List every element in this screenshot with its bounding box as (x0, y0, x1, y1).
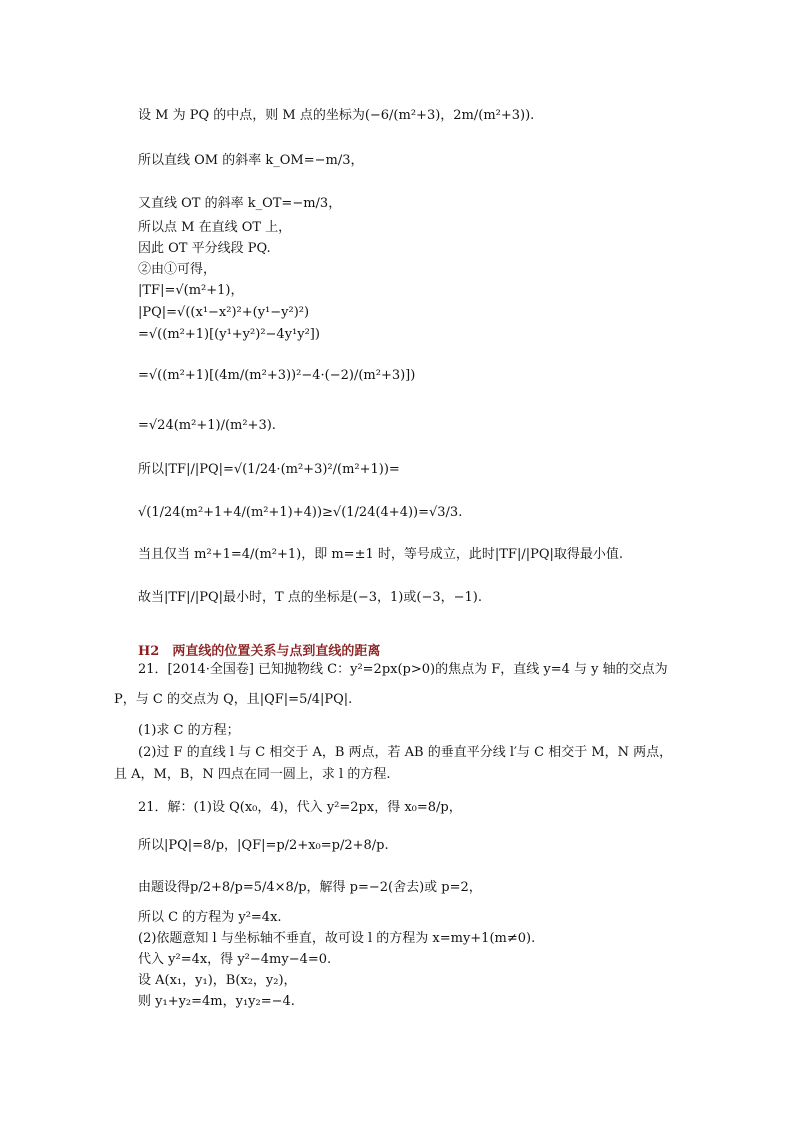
text-line: =√((m²+1)[(4m/(m²+3))²−4·(−2)/(m²+3)]) (138, 368, 416, 383)
solution-line: 设 A(x₁，y₁)，B(x₂，y₂)， (138, 973, 297, 988)
problem-line: 且 A，M，B，N 四点在同一圆上，求 l 的方程. (114, 767, 391, 782)
text-line: 故当|TF|/|PQ|最小时，T 点的坐标是(−3，1)或(−3，−1). (138, 590, 482, 605)
solution-line: 所以 C 的方程为 y²=4x. (138, 910, 282, 925)
problem-line: 21．[2014·全国卷] 已知抛物线 C：y²=2px(p>0)的焦点为 F，直线 y=4 与 y 轴的交点为 (138, 662, 668, 677)
solution-line: 所以|PQ|=8/p，|QF|=p/2+x₀=p/2+8/p. (138, 838, 389, 853)
text-line: |PQ|=√((x¹−x²)²+(y¹−y²)²) (138, 305, 310, 320)
problem-line: (2)过 F 的直线 l 与 C 相交于 A，B 两点，若 AB 的垂直平分线 l′与 C 相交于 M，N 两点， (138, 745, 673, 760)
text-line: √(1/24(m²+1+4/(m²+1)+4))≥√(1/24(4+4))=√3/3. (138, 505, 463, 520)
solution-line: 21．解：(1)设 Q(x₀，4)，代入 y²=2px，得 x₀=8/p， (138, 800, 462, 815)
text-line: =√((m²+1)[(y¹+y²)²−4y¹y²]) (138, 327, 320, 342)
solution-line: 则 y₁+y₂=4m，y₁y₂=−4. (138, 994, 295, 1009)
text-line: 所以直线 OM 的斜率 k_OM=−m/3， (138, 153, 364, 168)
text-line: 又直线 OT 的斜率 k_OT=−m/3， (138, 196, 342, 211)
text-line: 设 M 为 PQ 的中点，则 M 点的坐标为(−6/(m²+3)，2m/(m²+3)). (138, 108, 535, 123)
solution-line: 由题设得p/2+8/p=5/4×8/p，解得 p=−2(舍去)或 p=2， (138, 880, 482, 895)
text-line: 因此 OT 平分线段 PQ. (138, 241, 271, 256)
text-line: 所以点 M 在直线 OT 上， (138, 220, 292, 235)
solution-line: 代入 y²=4x，得 y²−4my−4=0. (138, 952, 332, 967)
problem-line: (1)求 C 的方程； (138, 723, 240, 738)
text-line: 所以|TF|/|PQ|=√(1/24·(m²+3)²/(m²+1))= (138, 462, 400, 477)
text-line: ②由①可得， (138, 262, 217, 277)
text-line: 当且仅当 m²+1=4/(m²+1)，即 m=±1 时，等号成立，此时|TF|/|PQ|取得最小值. (138, 547, 623, 562)
section-heading: H2 两直线的位置关系与点到直线的距离 (138, 644, 381, 659)
text-line: =√24(m²+1)/(m²+3). (138, 418, 276, 433)
problem-line: P，与 C 的交点为 Q，且|QF|=5/4|PQ|. (114, 692, 353, 707)
text-line: |TF|=√(m²+1)， (138, 283, 244, 298)
solution-line: (2)依题意知 l 与坐标轴不垂直，故可设 l 的方程为 x=my+1(m≠0). (138, 931, 536, 946)
